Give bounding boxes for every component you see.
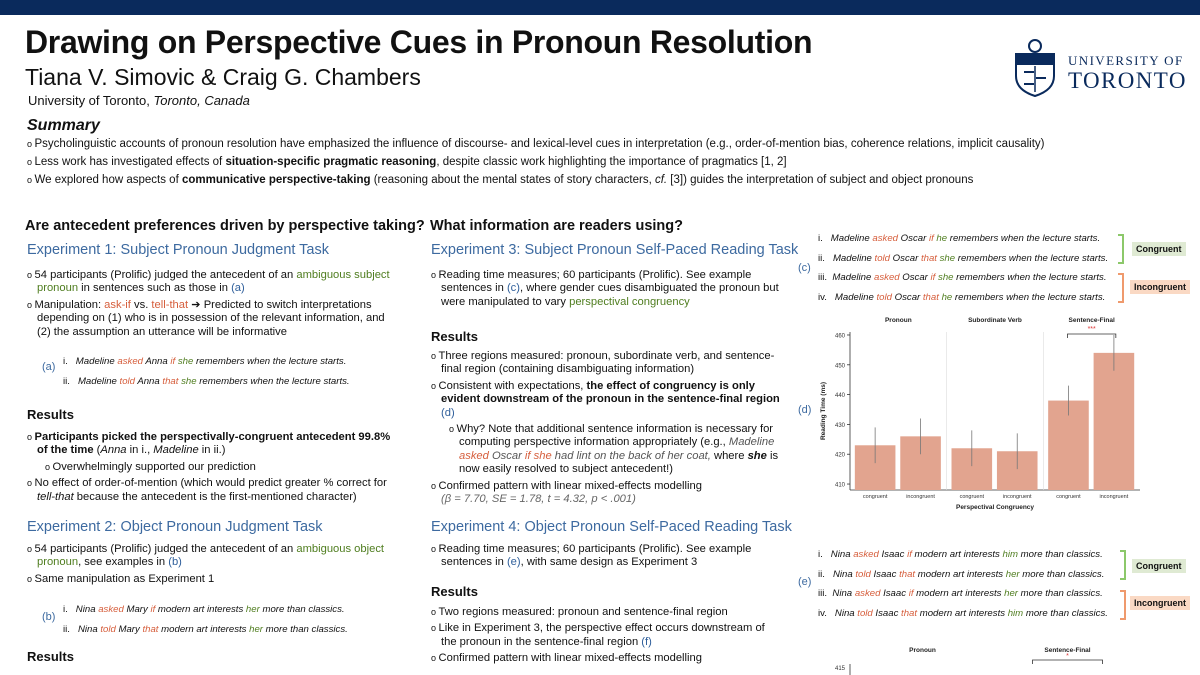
exp1-bullet-2: o Manipulation: ask-if vs. tell-that ➔ Predicted to switch interpretations depending on (1) who is in possession of the relevant information, and (2) the assumption an utterance will be informative	[27, 298, 385, 338]
example-c-sentence-1: i. Madeline asked Oscar if he remembers when the lecture starts.	[818, 233, 1101, 244]
exp4-result-1: o Two regions measured: pronoun and sentence-final region	[431, 606, 728, 618]
chart-d-tag: (d)	[798, 404, 812, 416]
x-tick-label-1-1: incongruent	[1002, 494, 1032, 500]
panel-label-0: Pronoun	[884, 317, 912, 324]
bar-2-incongruent	[1094, 353, 1135, 490]
example-c-sentences	[818, 229, 1108, 307]
chart-f-reading-times	[815, 640, 1145, 675]
exp2-bullets	[27, 543, 397, 589]
example-e-tag: (e)	[798, 576, 812, 588]
y-tick-label-460: 460	[834, 333, 845, 340]
example-b-sentence-1: i. Nina asked Mary if modern art interests her more than classics.	[63, 604, 345, 615]
poster-title: Drawing on Perspective Cues in Pronoun Resolution	[25, 24, 813, 60]
summary-bullet-2: o Less work has investigated effects of situation-specific pragmatic reasoning, despite classic work highlighting the importance of pragmatics [1, 2]	[27, 156, 787, 168]
incongruent-bracket	[1118, 273, 1124, 303]
middle-question-heading: What information are readers using?	[430, 218, 683, 234]
x-axis-title: Perspectival Congruency	[955, 504, 1035, 511]
example-c-sentence-4: iv. Madeline told Oscar that he remembers when the lecture starts.	[818, 291, 1106, 303]
summary-bullet-1: o Psycholinguistic accounts of pronoun resolution have emphasized the influence of discourse- and lexical-level cues in interpretation (e.g., order-of-mention bias, coherence relations, implicit causality)	[27, 138, 1045, 150]
example-c-tag: (c)	[798, 262, 811, 274]
exp1-heading: Experiment 1: Subject Pronoun Judgment Task	[27, 242, 329, 258]
f-panel-label-0: Pronoun	[909, 647, 936, 654]
exp1-results-heading: Results	[27, 407, 74, 422]
crest-icon	[1010, 38, 1060, 98]
incongruent-label-2: Incongruent	[1130, 596, 1190, 610]
exp4-results	[431, 606, 781, 669]
exp1-bullet-1: o 54 participants (Prolific) judged the antecedent of an ambiguous subject pronoun in sentences such as those in (a)	[27, 269, 390, 295]
example-e-sentence-2: ii. Nina told Isaac that modern art interests her more than classics.	[818, 568, 1105, 580]
significance-bracket	[1068, 334, 1116, 338]
panel-label-1: Subordinate Verb	[968, 317, 1022, 324]
f-significance-star: *	[1066, 653, 1069, 660]
exp2-bullet-1: o 54 participants (Prolific) judged the antecedent of an ambiguous object pronoun, see examples in (b)	[27, 543, 385, 569]
university-logo	[1010, 38, 1185, 98]
exp3-results	[431, 350, 781, 509]
x-tick-label-1-0: congruent	[959, 494, 985, 500]
poster-authors: Tiana V. Simovic & Craig G. Chambers	[25, 64, 421, 90]
logo-university-of: UNIVERSITY OF	[1068, 53, 1184, 68]
x-tick-label-2-1: incongruent	[1099, 494, 1129, 500]
exp1-result-1-sub: o Overwhelmingly supported our prediction	[45, 460, 256, 473]
y-tick-label-420: 420	[834, 452, 845, 459]
x-tick-label-2-0: congruent	[1056, 494, 1081, 500]
example-e-sentence-3: iii. Nina asked Isaac if modern art interests her more than classics.	[818, 588, 1103, 599]
exp3-result-3: o Why? Note that additional sentence information is necessary for computing perspective information appropriately (e.g., Madeline asked Oscar if she had lint on the back of her coat, where she is now easily resolved to subject antecedent!)	[449, 423, 779, 476]
x-tick-label-0-1: incongruent	[906, 494, 935, 500]
example-b-sentence-2: ii. Nina told Mary that modern art interests her more than classics.	[63, 623, 348, 635]
exp3-bullet-1: o Reading time measures; 60 participants (Prolific). See example sentences in (c), where gender cues disambiguated the pronoun but were manipulated to vary perspectival congruency	[431, 269, 779, 308]
exp3-result-4: o Confirmed pattern with linear mixed-effects modelling (β = 7.70, SE = 1.78, t = 4.32, p < .001)	[431, 479, 702, 506]
incongruent-bracket-2	[1120, 590, 1126, 620]
exp1-bullets	[27, 269, 397, 342]
poster-affiliation: University of Toronto, Toronto, Canada	[28, 93, 250, 108]
example-a-sentences	[63, 352, 350, 391]
exp4-bullet-1: o Reading time measures; 60 participants (Prolific). See example sentences in (e), with same design as Experiment 3	[431, 543, 752, 569]
y-tick-label-410: 410	[834, 482, 845, 489]
f-significance-bracket	[1033, 660, 1103, 664]
exp3-bullets	[431, 269, 781, 312]
y-axis-title: Reading Time (ms)	[820, 381, 827, 441]
congruent-label-2: Congruent	[1132, 559, 1186, 573]
congruent-bracket	[1118, 234, 1124, 264]
exp1-results	[27, 431, 402, 507]
exp3-results-heading: Results	[431, 329, 478, 344]
left-question-heading: Are antecedent preferences driven by perspective taking?	[25, 218, 425, 234]
exp4-result-2: o Like in Experiment 3, the perspective effect occurs downstream of the pronoun in the sentence-final region (f)	[431, 622, 765, 648]
top-banner	[0, 0, 1200, 15]
exp3-result-1: o Three regions measured: pronoun, subordinate verb, and sentence-final region (containing disambiguating information)	[431, 350, 775, 376]
logo-toronto: TORONTO	[1068, 68, 1187, 93]
exp2-bullet-2: o Same manipulation as Experiment 1	[27, 572, 215, 585]
example-e-sentence-4: iv. Nina told Isaac that modern art interests him more than classics.	[818, 607, 1108, 619]
x-tick-label-0-0: congruent	[862, 494, 888, 500]
congruent-bracket-2	[1120, 550, 1126, 580]
exp2-heading: Experiment 2: Object Pronoun Judgment Task	[27, 519, 323, 535]
summary-list	[27, 138, 1045, 192]
exp4-result-3: o Confirmed pattern with linear mixed-effects modelling	[431, 652, 702, 665]
summary-heading: Summary	[27, 117, 100, 134]
example-a-sentence-2: ii. Madeline told Anna that she remembers when the lecture starts.	[63, 375, 350, 387]
example-c-sentence-3: iii. Madeline asked Oscar if she remembers when the lecture starts.	[818, 272, 1107, 283]
example-e-sentence-1: i. Nina asked Isaac if modern art interests him more than classics.	[818, 549, 1103, 560]
example-b-sentences	[63, 600, 348, 639]
exp4-bullets	[431, 543, 781, 573]
summary-bullet-3: o We explored how aspects of communicative perspective-taking (reasoning about the mental states of story characters, cf. [3]) guides the interpretation of subject and object pronouns	[27, 174, 974, 186]
exp3-heading: Experiment 3: Subject Pronoun Self-Paced Reading Task	[431, 242, 799, 258]
example-c-sentence-2: ii. Madeline told Oscar that she remembers when the lecture starts.	[818, 252, 1109, 264]
panel-label-2: Sentence-Final	[1068, 317, 1115, 324]
example-a-sentence-1: i. Madeline asked Anna if she remembers when the lecture starts.	[63, 356, 347, 367]
exp1-result-2: o No effect of order-of-mention (which would predict greater % correct for tell-that because the antecedent is the first-mentioned character)	[27, 477, 387, 503]
f-y-tick-label-415: 415	[834, 666, 845, 672]
exp2-results-heading: Results	[27, 649, 74, 664]
exp3-result-2: o Consistent with expectations, the effect of congruency is only evident downstream of the pronoun in the sentence-final region (d)	[431, 379, 780, 419]
example-a-tag: (a)	[42, 361, 56, 373]
y-tick-label-440: 440	[834, 393, 845, 400]
significance-stars: ***	[1087, 326, 1096, 333]
chart-d-reading-times	[815, 310, 1145, 515]
exp1-result-1: o Participants picked the perspectivally-congruent antecedent 99.8% of the time (Anna in i., Madeline in ii.)	[27, 431, 391, 457]
exp4-heading: Experiment 4: Object Pronoun Self-Paced Reading Task	[431, 519, 792, 535]
example-b-tag: (b)	[42, 611, 56, 623]
y-tick-label-450: 450	[834, 363, 845, 370]
y-tick-label-430: 430	[834, 422, 845, 429]
congruent-label: Congruent	[1132, 242, 1186, 256]
f-panel-label-1: Sentence-Final	[1044, 647, 1091, 654]
exp4-results-heading: Results	[431, 584, 478, 599]
incongruent-label: Incongruent	[1130, 280, 1190, 294]
example-e-sentences	[818, 545, 1108, 623]
